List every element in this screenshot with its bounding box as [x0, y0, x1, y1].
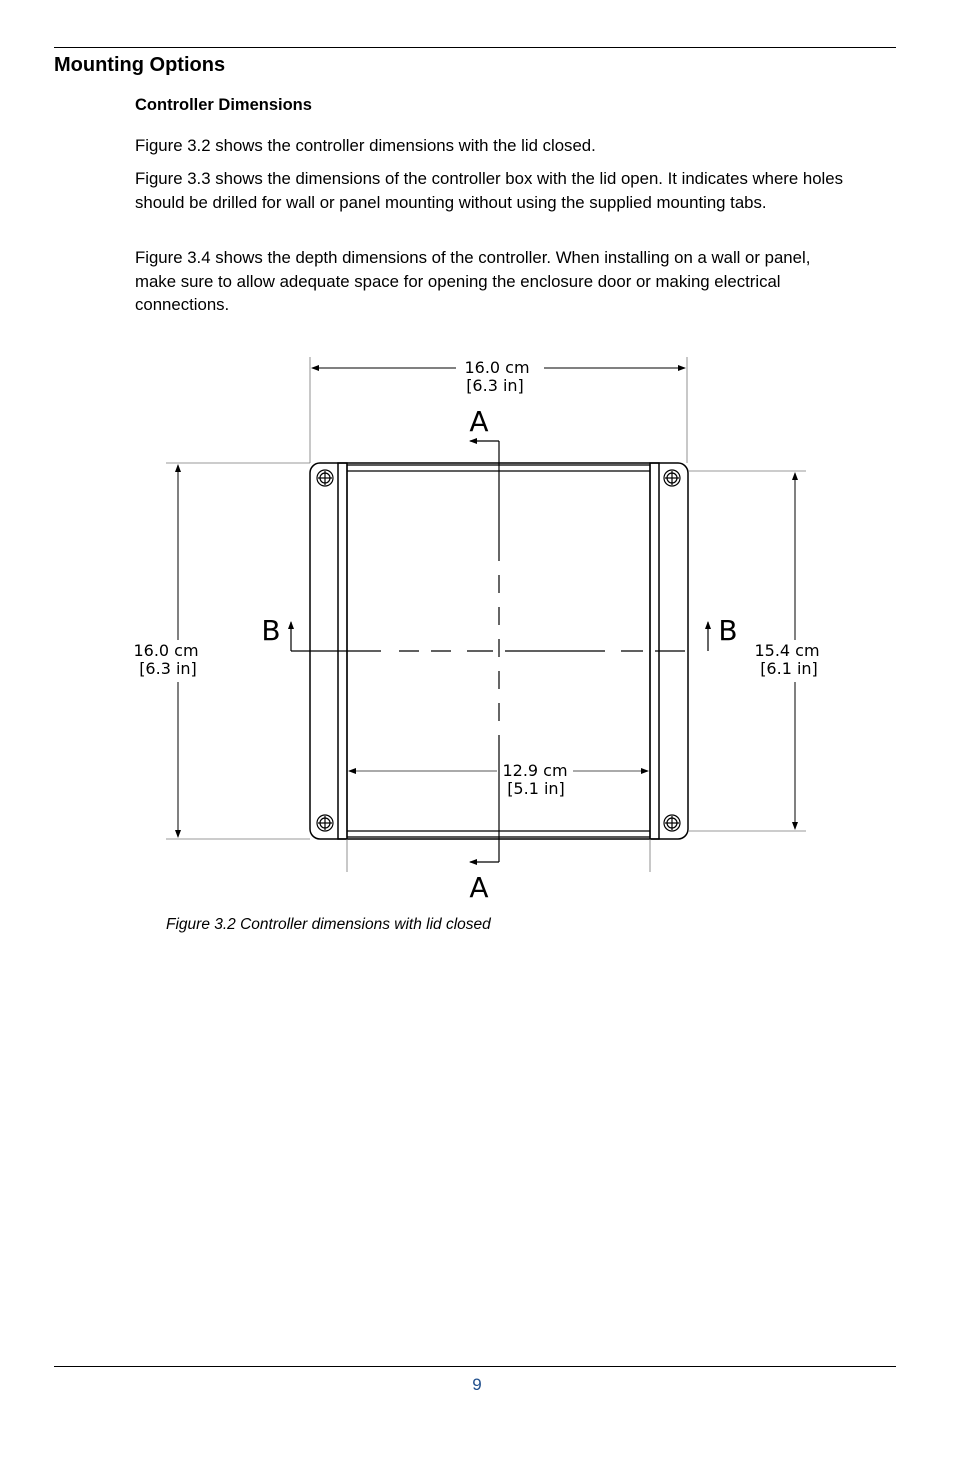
section-label-b-left: B: [261, 614, 281, 647]
screw-icon: [664, 470, 680, 486]
paragraph-3: Figure 3.4 shows the depth dimensions of the controller. When installing on a wall or panel, make sure to allow adequate space for opening the enclosure door or making electrical connections.: [135, 248, 811, 314]
screw-icon: [664, 815, 680, 831]
section-label-a-bottom: A: [469, 871, 489, 904]
section-label-b-right: B: [718, 614, 738, 647]
screw-icon: [317, 815, 333, 831]
section-label-a-top: A: [469, 405, 489, 438]
left-height-cm: 16.0 cm: [133, 641, 199, 660]
inner-width-in: [5.1 in]: [507, 779, 565, 798]
page-number: 9: [472, 1375, 482, 1394]
figure-caption: Figure 3.2 Controller dimensions with lid closed: [166, 916, 491, 933]
right-height-in: [6.1 in]: [760, 659, 818, 678]
section-subtitle: Controller Dimensions: [135, 96, 312, 114]
left-height-in: [6.3 in]: [139, 659, 197, 678]
top-width-cm: 16.0 cm: [464, 358, 530, 377]
paragraph-1: Figure 3.2 shows the controller dimensions with the lid closed.: [135, 136, 596, 155]
controller-dimensions-drawing: [0, 340, 954, 910]
inner-width-cm: 12.9 cm: [502, 761, 568, 780]
top-width-in: [6.3 in]: [466, 376, 524, 395]
screw-icon: [317, 470, 333, 486]
right-height-cm: 15.4 cm: [754, 641, 820, 660]
footer-rule: [54, 1366, 896, 1367]
paragraph-2: Figure 3.3 shows the dimensions of the controller box with the lid open. It indicates where holes should be drilled for wall or panel mounting without using the supplied mounting tabs.: [135, 169, 843, 212]
header-rule: [54, 47, 896, 48]
page-title: Mounting Options: [54, 54, 226, 76]
